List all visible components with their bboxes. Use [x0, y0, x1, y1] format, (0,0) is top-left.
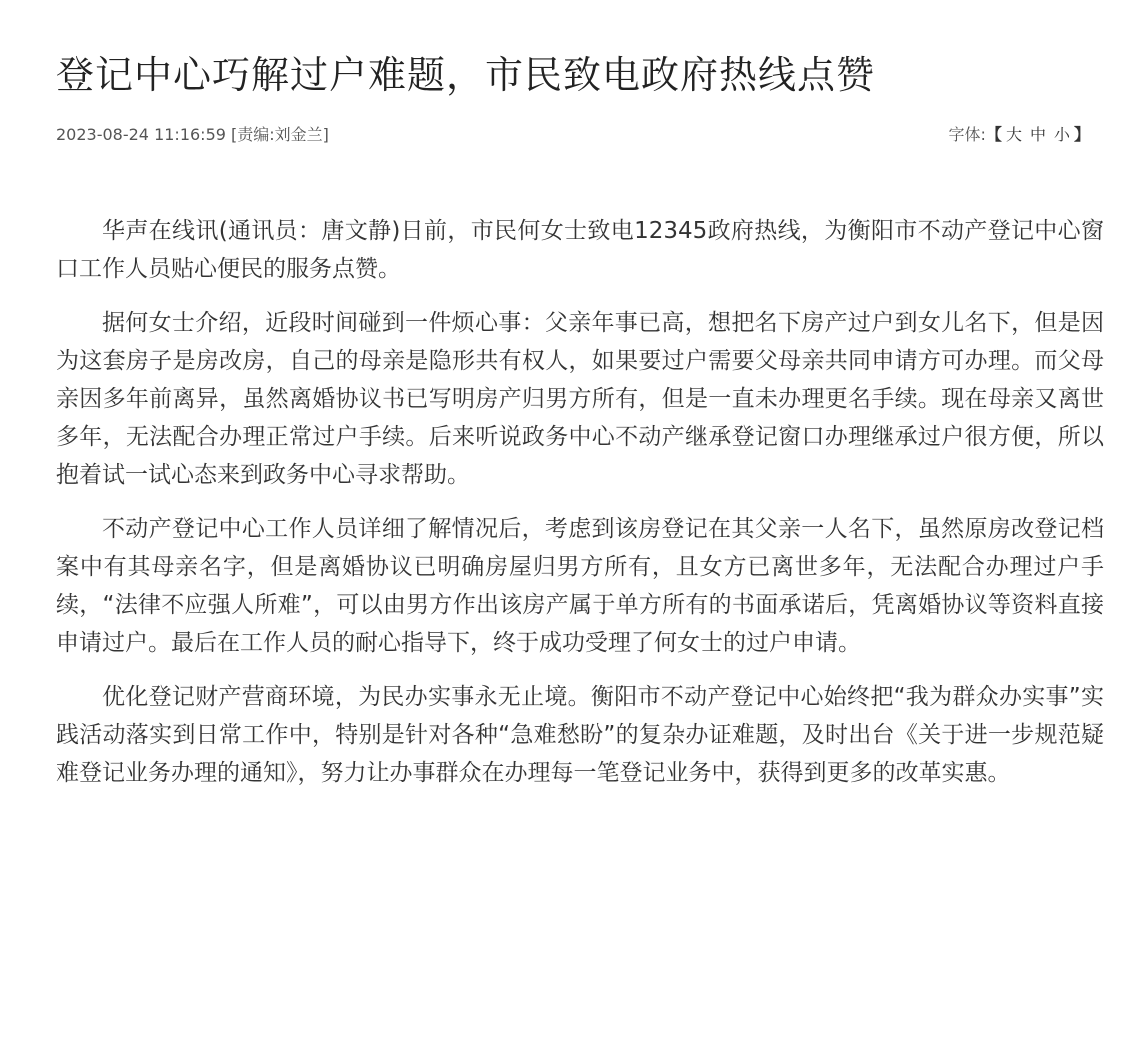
article-meta-left: [56, 122, 329, 145]
article-paragraph-3: 不动产登记中心工作人员详细了解情况后，考虑到该房登记在其父亲一人名下，虽然原房改登记档案中有其母亲名字，但是离婚协议已明确房屋归男方所有，且女方已离世多年，无法配合办理过户手续，“法律不应强人所难”，可以由男方作出该房产属于单方所有的书面承诺后，凭离婚协议等资料直接申请过户。最后在工作人员的耐心指导下，终于成功受理了何女士的过户申请。: [56, 516, 1104, 656]
article-paragraph-1: 华声在线讯(通讯员：唐文静)日前，市民何女士致电12345政府热线，为衡阳市不动产登记中心窗口工作人员贴心便民的服务点赞。: [56, 218, 1104, 282]
font-size-small-button[interactable]: 小: [1053, 125, 1070, 144]
font-size-close-bracket: 】: [1073, 125, 1090, 144]
font-size-large-button[interactable]: 大: [1005, 125, 1022, 144]
article-body: [56, 212, 1104, 808]
editor-credit: [责编:刘金兰]: [231, 125, 329, 144]
article-title: 登记中心巧解过户难题，市民致电政府热线点赞: [56, 53, 876, 97]
article-paragraph-2: 据何女士介绍，近段时间碰到一件烦心事：父亲年事已高，想把名下房产过户到女儿名下，但是因为这套房子是房改房，自己的母亲是隐形共有权人，如果要过户需要父母亲共同申请方可办理。而父母亲因多年前离异，虽然离婚协议书已写明房产归男方所有，但是一直未办理更名手续。现在母亲又离世多年，无法配合办理正常过户手续。后来听说政务中心不动产继承登记窗口办理继承过户很方便，所以抱着试一试心态来到政务中心寻求帮助。: [56, 310, 1104, 488]
publish-datetime: 2023-08-24 11:16:59: [56, 125, 226, 144]
article-paragraph-4: 优化登记财产营商环境，为民办实事永无止境。衡阳市不动产登记中心始终把“我为群众办实事”实践活动落实到日常工作中，特别是针对各种“急难愁盼”的复杂办证难题，及时出台《关于进一步规范疑难登记业务办理的通知》，努力让办事群众在办理每一笔登记业务中，获得到更多的改革实惠。: [56, 684, 1104, 786]
article-meta: [56, 122, 1090, 146]
font-size-label: 字体:: [948, 125, 986, 144]
font-size-controls: [949, 122, 1090, 145]
font-size-open-bracket: 【: [985, 125, 1002, 144]
font-size-medium-button[interactable]: 中: [1029, 125, 1046, 144]
